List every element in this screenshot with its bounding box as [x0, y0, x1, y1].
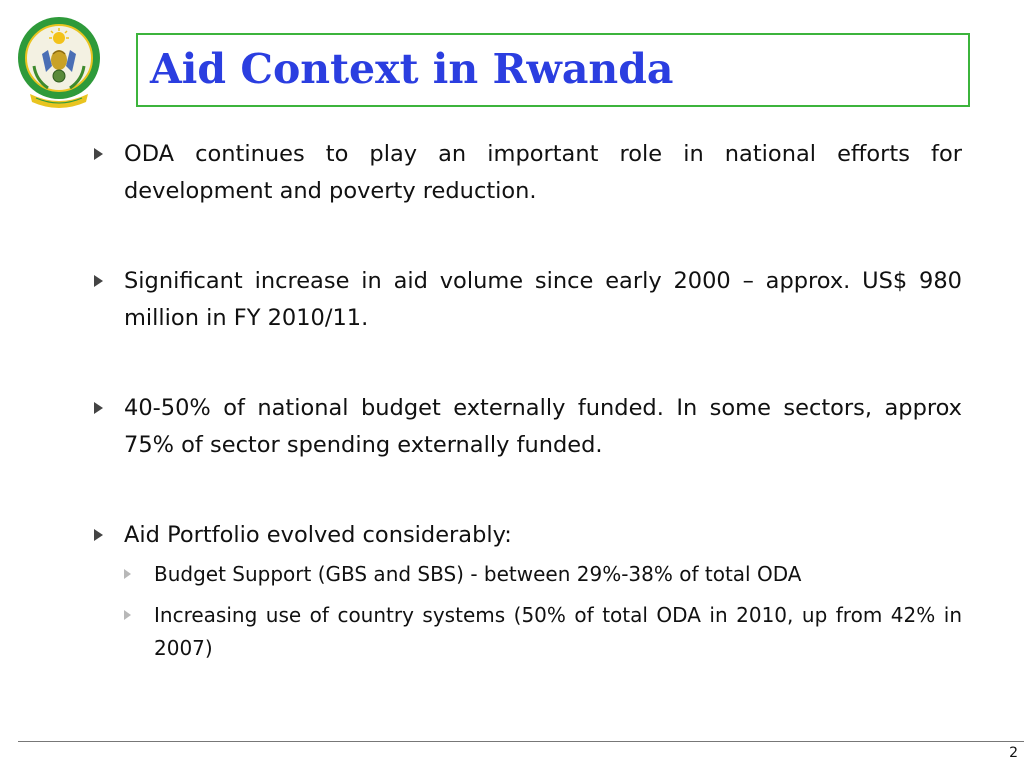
bullet-list: [90, 136, 962, 665]
triangle-right-icon: [94, 402, 103, 414]
bullet-text: Aid Portfolio evolved considerably:: [124, 522, 512, 548]
footer-divider: [18, 741, 1024, 742]
bullet-item-aid-portfolio: [90, 517, 962, 554]
title-box: [136, 33, 970, 107]
sub-bullet-list: [120, 558, 962, 665]
sub-bullet-text: Budget Support (GBS and SBS) - between 29%-38% of total ODA: [154, 562, 802, 586]
rwanda-seal-icon: [14, 14, 104, 110]
bullet-text: ODA continues to play an important role in national efforts for development and poverty reduction.: [124, 141, 962, 204]
page-number: 2: [1009, 745, 1018, 761]
sub-bullet-country-systems: [120, 599, 962, 665]
bullet-text: 40-50% of national budget externally funded. In some sectors, approx 75% of sector spending externally funded.: [124, 395, 962, 458]
triangle-right-icon: [94, 529, 103, 541]
sub-bullet-text: Increasing use of country systems (50% of total ODA in 2010, up from 42% in 2007): [154, 603, 962, 660]
page-title: Aid Context in Rwanda: [150, 45, 674, 93]
triangle-right-icon: [94, 275, 103, 287]
triangle-right-icon: [124, 569, 131, 579]
triangle-right-icon: [94, 148, 103, 160]
bullet-text: Significant increase in aid volume since early 2000 – approx. US$ 980 million in FY 2010/11.: [124, 268, 962, 331]
triangle-right-icon: [124, 610, 131, 620]
bullet-item-aid-volume: [90, 263, 962, 337]
bullet-item-budget-funding: [90, 390, 962, 464]
sub-bullet-budget-support: [120, 558, 962, 591]
bullet-item-oda-role: [90, 136, 962, 210]
